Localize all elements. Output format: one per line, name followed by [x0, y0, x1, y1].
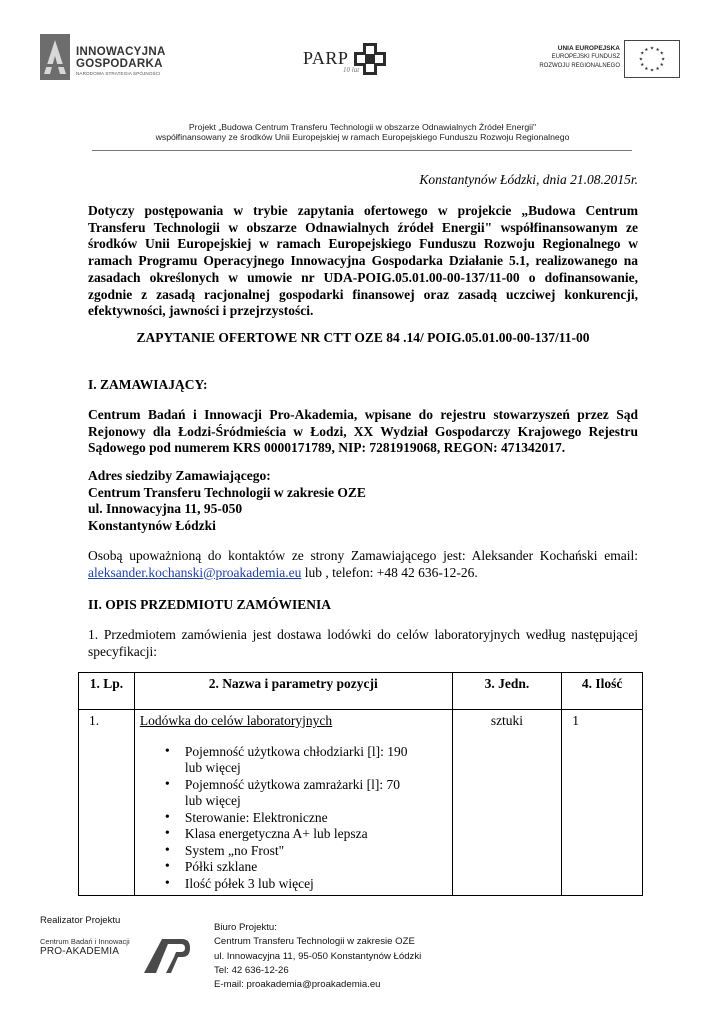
biuro-line5: E-mail: proakademia@proakademia.eu — [214, 979, 381, 991]
header-divider — [92, 150, 632, 151]
svg-text:★: ★ — [655, 66, 660, 72]
spec-item: • System „no Frost" — [165, 843, 415, 860]
address-line1: Centrum Transferu Technologii w zakresie OZE — [88, 484, 366, 500]
parp-logo-tagline: 10 lat — [343, 66, 360, 74]
product-name: Lodówka do celów laboratoryjnych — [139, 713, 333, 728]
contact-email-link[interactable]: aleksander.kochanski@proakademia.eu — [88, 564, 302, 580]
svg-text:★: ★ — [638, 57, 643, 63]
cb-logo-line1: Centrum Badań i Innowacji — [40, 937, 130, 946]
section-1-heading: I. ZAMAWIAJĄCY: — [88, 377, 208, 392]
spec-list — [140, 744, 446, 893]
svg-text:★: ★ — [661, 57, 666, 63]
biuro-line2: Centrum Transferu Technologii w zakresie OZE — [214, 936, 415, 948]
spec-item: • Pojemność użytkowa chłodziarki [l]: 190 lub więcej — [165, 744, 415, 777]
svg-text:★: ★ — [649, 46, 655, 52]
spec-item: • Ilość półek 3 lub więcej — [165, 876, 415, 893]
specification-table — [78, 672, 643, 896]
innowacyjna-gospodarka-logo — [40, 34, 180, 82]
spec-item: • Klasa energetyczna A+ lub lepsza — [165, 826, 415, 843]
address-heading: Adres siedziby Zamawiającego: — [88, 468, 271, 483]
cell-jedn: sztuki — [452, 710, 562, 896]
zapytanie-title: ZAPYTANIE OFERTOWE NR CTT OZE 84 .14/ POIG.05.01.00-00-137/11-00 — [136, 330, 590, 345]
contact-prefix: Osobą upoważnioną do kontaktów ze strony Zamawiającego jest: Aleksander Kochański email: — [88, 548, 638, 563]
contact-suffix: lub , telefon: +48 42 636-12-26. — [301, 564, 478, 580]
table-row — [79, 710, 643, 896]
header-name: 2. Nazwa i parametry pozycji — [134, 673, 452, 710]
parp-logo-word: PARP — [303, 48, 349, 68]
biuro-line1: Biuro Projektu: — [214, 922, 277, 933]
svg-text:★: ★ — [659, 51, 664, 57]
address-line2: ul. Innowacyjna 11, 95-050 — [88, 501, 243, 517]
header-ilosc: 4. Ilość — [562, 673, 643, 710]
header-jedn: 3. Jedn. — [452, 673, 562, 710]
address-line3: Konstantynów Łódzki — [88, 518, 216, 534]
spec-item: • Półki szklane — [165, 859, 415, 876]
table-header-row — [79, 673, 643, 710]
przedmiot-paragraph: 1. Przedmiotem zamówienia jest dostawa lodówki do celów laboratoryjnych według następującej specyfikacji: — [88, 627, 638, 659]
contact-paragraph — [88, 548, 638, 581]
zamawiajacy-address — [88, 468, 638, 535]
section-2-heading: II. OPIS PRZEDMIOTU ZAMÓWIENIA — [88, 597, 332, 612]
parp-logo — [300, 38, 400, 80]
biuro-line3: ul. Innowacyjna 11, 95-050 Konstantynów Łódzki — [214, 950, 422, 962]
cb-logo-line2: PRO-AKADEMIA — [40, 946, 120, 957]
svg-text:★: ★ — [655, 47, 660, 53]
header-lp: 1. Lp. — [79, 673, 135, 710]
biuro-line4: Tel: 42 636-12-26 — [214, 964, 289, 976]
ig-logo-line3: NARODOWA STRATEGIA SPÓJNOŚCI — [76, 71, 161, 76]
eu-flag-icon — [624, 40, 680, 78]
ig-logo-line1: INNOWACYJNA — [76, 46, 166, 58]
svg-text:★: ★ — [649, 68, 655, 74]
ue-logo-line1: UNIA EUROPEJSKA — [557, 45, 620, 52]
ue-logo-line3: ROZWOJU REGIONALNEGO — [539, 63, 620, 69]
cell-ilosc: 1 — [562, 710, 643, 896]
ig-logo-line2: GOSPODARKA — [76, 58, 163, 70]
svg-text:★: ★ — [659, 63, 664, 69]
innowacyjna-gospodarka-emblem-icon — [40, 34, 70, 80]
svg-text:★: ★ — [644, 47, 649, 53]
project-title-line2: współfinansowany ze środków Unii Europejskiej w ramach Europejskiego Funduszu Rozwoju Regionalnego — [155, 132, 570, 142]
svg-text:★: ★ — [640, 63, 645, 69]
pro-akademia-logo — [40, 937, 190, 977]
realizator-label: Realizator Projektu — [40, 915, 121, 926]
project-title-line1: Projekt „Budowa Centrum Transferu Technologii w obszarze Odnawialnych Źródeł Energii" — [188, 122, 537, 132]
zamawiajacy-description: Centrum Badań i Innowacji Pro-Akademia, wpisane do rejestru stowarzyszeń przez Sąd Rejonowy dla Łodzi-Śródmieścia w Łodzi, XX Wydział Gospodarczy Krajowego Rejestru Sądowego pod numerem KRS 0000171789, NIP: 7281919068, REGON: 471342017. — [88, 407, 638, 456]
svg-text:★: ★ — [640, 51, 645, 57]
pro-akademia-emblem-icon — [144, 937, 190, 975]
cell-lp: 1. — [79, 710, 135, 896]
svg-text:★: ★ — [644, 66, 649, 72]
ue-logo-line2: EUROPEJSKI FUNDUSZ — [551, 54, 620, 60]
cell-name — [134, 710, 452, 896]
document-date: Konstantynów Łódzki, dnia 21.08.2015r. — [419, 172, 638, 187]
intro-paragraph: Dotyczy postępowania w trybie zapytania ofertowego w projekcie „Budowa Centrum Transferu Technologii w obszarze Odnawialnych źródeł Energii" współfinansowanym ze środków Unii Europejskiej w ramach Europejskiego Funduszu Rozwoju Regionalnego w ramach Programu Operacyjnego Innowacyjna Gospodarka Działanie 5.1, realizowanego na zasadach określonych w umowie nr UDA-POIG.05.01.00-00-137/11-00 o dofinansowanie, zgodnie z zasadą racjonalnej gospodarki finansowej oraz zasadą uczciwej konkurencji, efektywności, jawności i przejrzystości. — [88, 203, 638, 319]
unia-europejska-logo — [539, 40, 680, 78]
biuro-projektu — [214, 921, 421, 992]
spec-item: • Sterowanie: Elektroniczne — [165, 810, 415, 827]
spec-item: • Pojemność użytkowa zamrażarki [l]: 70 lub więcej — [165, 777, 415, 810]
